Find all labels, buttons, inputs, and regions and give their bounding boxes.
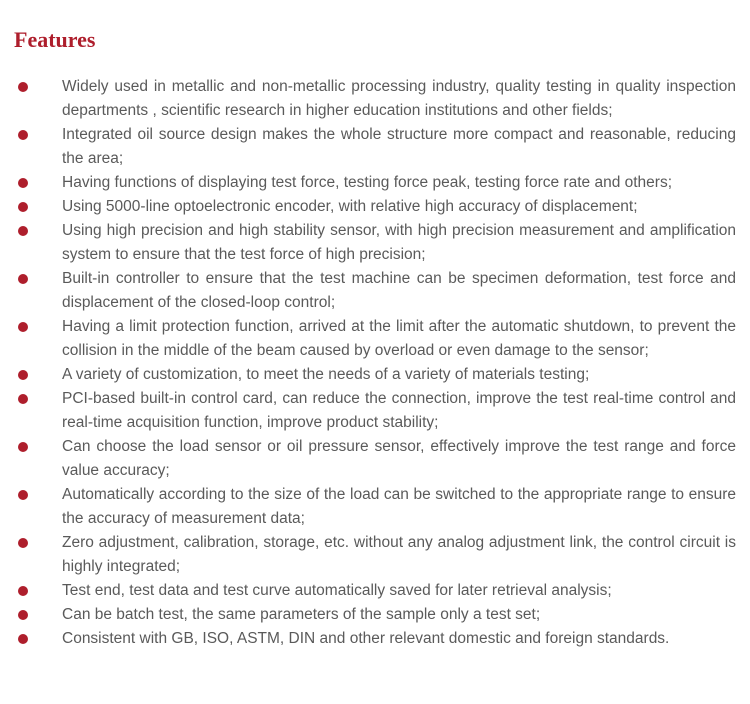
bullet-icon <box>18 634 28 644</box>
feature-text: Consistent with GB, ISO, ASTM, DIN and other relevant domestic and foreign standards. <box>62 630 670 647</box>
bullet-icon <box>18 130 28 140</box>
feature-text: Having a limit protection function, arrived at the limit after the automatic shutdown, to prevent the collision in the middle of the beam caused by overload or even damage to the sensor; <box>62 318 736 359</box>
feature-item <box>0 531 750 579</box>
bullet-icon <box>18 586 28 596</box>
feature-text: Automatically according to the size of the load can be switched to the appropriate range to ensure the accuracy of measurement data; <box>62 486 736 527</box>
feature-text: Built-in controller to ensure that the test machine can be specimen deformation, test force and displacement of the closed-loop control; <box>62 270 736 311</box>
bullet-icon <box>18 442 28 452</box>
bullet-icon <box>18 274 28 284</box>
feature-item <box>0 387 750 435</box>
feature-item <box>0 171 750 195</box>
bullet-icon <box>18 538 28 548</box>
feature-text: Widely used in metallic and non-metallic processing industry, quality testing in quality inspection departments , scientific research in higher education institutions and other fields; <box>62 78 736 119</box>
bullet-icon <box>18 610 28 620</box>
bullet-icon <box>18 322 28 332</box>
feature-text: Using high precision and high stability sensor, with high precision measurement and amplification system to ensure that the test force of high precision; <box>62 222 736 263</box>
bullet-icon <box>18 370 28 380</box>
feature-item <box>0 315 750 363</box>
feature-item <box>0 603 750 627</box>
feature-text: Having functions of displaying test force, testing force peak, testing force rate and others; <box>62 174 673 191</box>
feature-text: Can be batch test, the same parameters of the sample only a test set; <box>62 606 541 623</box>
bullet-icon <box>18 394 28 404</box>
feature-item <box>0 627 750 651</box>
feature-text: Using 5000-line optoelectronic encoder, with relative high accuracy of displacement; <box>62 198 638 215</box>
feature-text: Zero adjustment, calibration, storage, etc. without any analog adjustment link, the control circuit is highly integrated; <box>62 534 736 575</box>
feature-item <box>0 579 750 603</box>
bullet-icon <box>18 226 28 236</box>
feature-text: PCI-based built-in control card, can reduce the connection, improve the test real-time control and real-time acquisition function, improve product stability; <box>62 390 736 431</box>
feature-item <box>0 483 750 531</box>
bullet-icon <box>18 178 28 188</box>
feature-item <box>0 267 750 315</box>
feature-item <box>0 195 750 219</box>
features-list <box>0 75 750 651</box>
feature-text: Can choose the load sensor or oil pressure sensor, effectively improve the test range and force value accuracy; <box>62 438 736 479</box>
feature-item <box>0 363 750 387</box>
feature-item <box>0 75 750 123</box>
bullet-icon <box>18 202 28 212</box>
feature-text: Test end, test data and test curve automatically saved for later retrieval analysis; <box>62 582 612 599</box>
section-title: Features <box>14 27 96 52</box>
feature-item <box>0 123 750 171</box>
feature-text: Integrated oil source design makes the whole structure more compact and reasonable, reducing the area; <box>62 126 736 167</box>
feature-text: A variety of customization, to meet the needs of a variety of materials testing; <box>62 366 590 383</box>
bullet-icon <box>18 490 28 500</box>
bullet-icon <box>18 82 28 92</box>
feature-item <box>0 435 750 483</box>
feature-item <box>0 219 750 267</box>
